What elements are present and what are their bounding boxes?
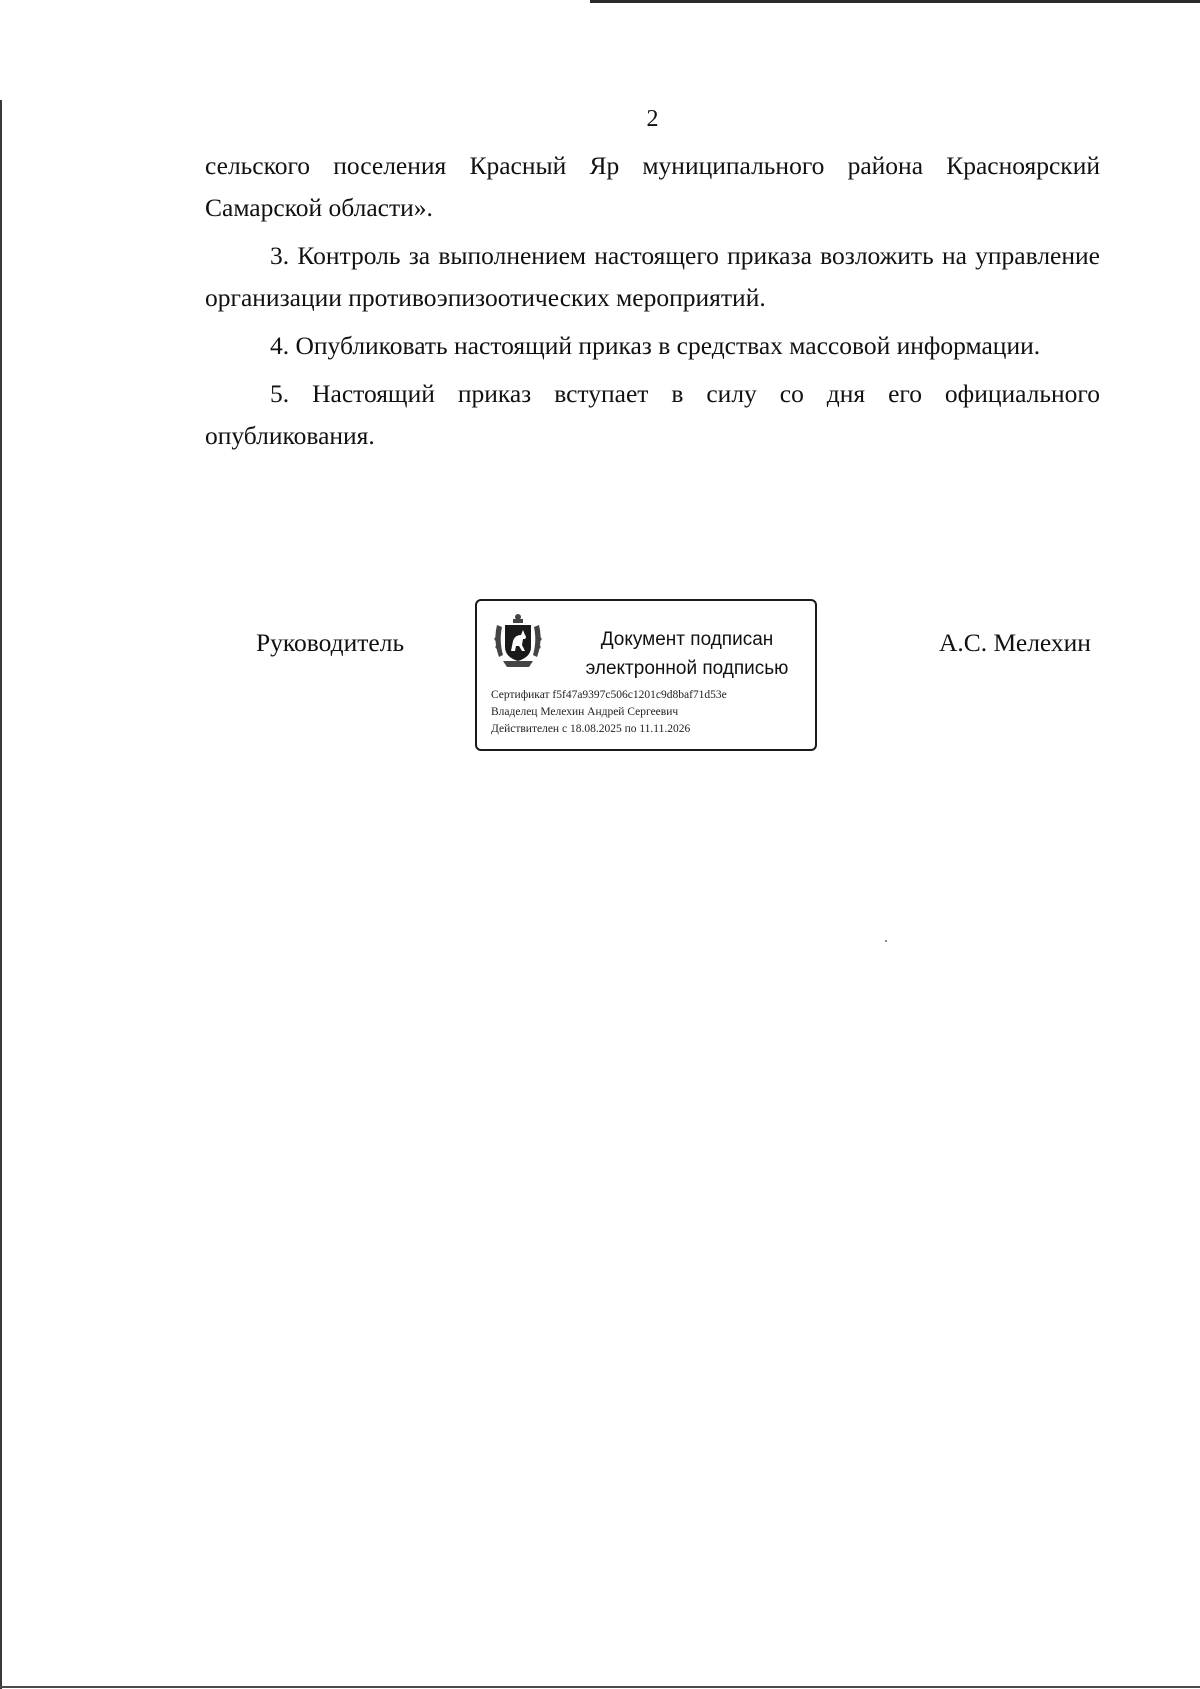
paragraph-item-3: 3. Контроль за выполнением настоящего приказа возложить на управление организации противоэпизоотических мероприятий. (205, 241, 1100, 312)
scan-speck (885, 940, 887, 942)
stamp-owner: Владелец Мелехин Андрей Сергеевич (491, 706, 679, 718)
electronic-signature-stamp (475, 599, 817, 751)
paragraph-item-5: 5. Настоящий приказ вступает в силу со дня его официального опубликования. (205, 379, 1100, 450)
document-body (205, 145, 1100, 463)
paragraph-item-4: 4. Опубликовать настоящий приказ в средствах массовой информации. (270, 331, 1041, 360)
stamp-title-line-1: Документ подписан (600, 629, 774, 650)
stamp-details (491, 687, 727, 738)
stamp-title-line-2: электронной подписью (585, 658, 789, 679)
signatory-role: Руководитель (256, 628, 405, 657)
scan-edge-left (0, 100, 2, 1689)
stamp-certificate: Сертификат f5f47a9397c506c1201c9d8baf71d53e (491, 689, 727, 701)
samara-region-coat-of-arms-icon (491, 611, 545, 671)
signatory-name: А.С. Мелехин (939, 628, 1091, 657)
scan-edge-top (590, 0, 1200, 3)
paragraph-continuation: сельского поселения Красный Яр муниципального района Красноярский Самарской области». (205, 151, 1100, 222)
page-number: 2 (646, 106, 659, 132)
stamp-validity: Действителен с 18.08.2025 по 11.11.2026 (491, 723, 691, 735)
scan-edge-bottom (0, 1686, 1200, 1688)
stamp-title (567, 625, 807, 683)
